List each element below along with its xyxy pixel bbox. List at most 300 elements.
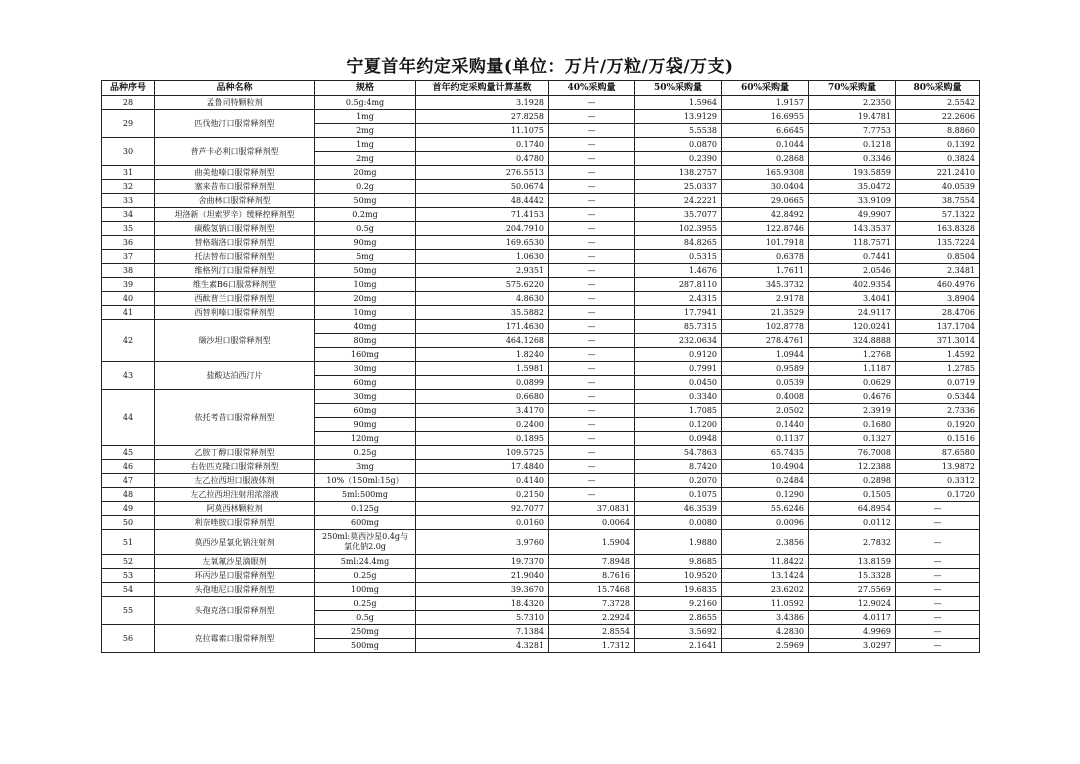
qty-80-cell: 137.1704 [896, 320, 980, 334]
qty-50-cell: 8.7420 [635, 460, 722, 474]
qty-40-cell: — [549, 488, 635, 502]
column-header: 首年约定采购量计算基数 [416, 81, 549, 96]
item-number-cell: 33 [102, 194, 155, 208]
spec-cell: 10mg [315, 278, 416, 292]
item-name-cell: 坦洛新（坦索罗辛）缓释控释剂型 [155, 208, 315, 222]
spec-cell: 60mg [315, 404, 416, 418]
item-number-cell: 48 [102, 488, 155, 502]
item-name-cell: 左乙拉西坦注射用浓溶液 [155, 488, 315, 502]
qty-40-cell: — [549, 418, 635, 432]
qty-40-cell: — [549, 236, 635, 250]
spec-cell: 20mg [315, 166, 416, 180]
qty-60-cell: 1.7611 [722, 264, 809, 278]
qty-80-cell: — [896, 555, 980, 569]
qty-50-cell: 0.2070 [635, 474, 722, 488]
item-number-cell: 29 [102, 110, 155, 138]
table-row [102, 278, 980, 292]
table-row [102, 180, 980, 194]
qty-50-cell: 46.3539 [635, 502, 722, 516]
item-name-cell: 环丙沙星口服常释剂型 [155, 569, 315, 583]
qty-60-cell: 0.1290 [722, 488, 809, 502]
qty-60-cell: 1.9157 [722, 96, 809, 110]
qty-40-cell: — [549, 264, 635, 278]
qty-50-cell: 0.9120 [635, 348, 722, 362]
qty-40-cell: — [549, 222, 635, 236]
qty-40-cell: 0.0064 [549, 516, 635, 530]
qty-80-cell: 3.8904 [896, 292, 980, 306]
table-row [102, 516, 980, 530]
item-number-cell: 52 [102, 555, 155, 569]
qty-80-cell: 0.5344 [896, 390, 980, 404]
qty-70-cell: 0.3346 [809, 152, 896, 166]
qty-40-cell: 8.7616 [549, 569, 635, 583]
qty-80-cell: — [896, 569, 980, 583]
spec-cell: 40mg [315, 320, 416, 334]
qty-70-cell: 120.0241 [809, 320, 896, 334]
qty-50-cell: 13.9129 [635, 110, 722, 124]
table-row [102, 166, 980, 180]
column-header: 40%采购量 [549, 81, 635, 96]
qty-40-cell: — [549, 460, 635, 474]
qty-50-cell: 35.7077 [635, 208, 722, 222]
qty-50-cell: 138.2757 [635, 166, 722, 180]
qty-70-cell: 0.1218 [809, 138, 896, 152]
base-quantity-cell: 0.2400 [416, 418, 549, 432]
item-name-cell: 头孢克洛口服常释剂型 [155, 597, 315, 625]
qty-50-cell: 0.1075 [635, 488, 722, 502]
qty-40-cell: 37.0831 [549, 502, 635, 516]
base-quantity-cell: 0.4140 [416, 474, 549, 488]
spec-cell: 250ml:莫西沙星0.4g与氯化钠2.0g [315, 530, 416, 555]
base-quantity-cell: 4.8630 [416, 292, 549, 306]
qty-60-cell: 278.4761 [722, 334, 809, 348]
qty-80-cell: 0.1392 [896, 138, 980, 152]
spec-cell: 500mg [315, 639, 416, 653]
spec-cell: 5ml:24.4mg [315, 555, 416, 569]
table-row [102, 110, 980, 124]
qty-50-cell: 0.0870 [635, 138, 722, 152]
qty-50-cell: 287.8110 [635, 278, 722, 292]
qty-40-cell: — [549, 166, 635, 180]
item-name-cell: 维格列汀口服常释剂型 [155, 264, 315, 278]
qty-70-cell: 33.9109 [809, 194, 896, 208]
qty-40-cell: — [549, 180, 635, 194]
qty-50-cell: 2.1641 [635, 639, 722, 653]
qty-80-cell: 221.2410 [896, 166, 980, 180]
item-name-cell: 舍曲林口服常释剂型 [155, 194, 315, 208]
qty-50-cell: 2.8655 [635, 611, 722, 625]
base-quantity-cell: 171.4630 [416, 320, 549, 334]
spec-cell: 0.25g [315, 446, 416, 460]
qty-50-cell: 24.2221 [635, 194, 722, 208]
table-row [102, 292, 980, 306]
table-row [102, 530, 980, 555]
qty-60-cell: 2.9178 [722, 292, 809, 306]
column-header: 品种名称 [155, 81, 315, 96]
qty-60-cell: 0.0539 [722, 376, 809, 390]
item-name-cell: 孟鲁司特颗粒剂 [155, 96, 315, 110]
qty-40-cell: — [549, 474, 635, 488]
qty-80-cell: 38.7554 [896, 194, 980, 208]
base-quantity-cell: 1.5981 [416, 362, 549, 376]
qty-70-cell: 0.0112 [809, 516, 896, 530]
table-row [102, 138, 980, 152]
procurement-table [101, 80, 980, 653]
qty-60-cell: 13.1424 [722, 569, 809, 583]
base-quantity-cell: 3.9760 [416, 530, 549, 555]
item-name-cell: 维生素B6口服常释剂型 [155, 278, 315, 292]
spec-cell: 0.2mg [315, 208, 416, 222]
qty-50-cell: 0.0948 [635, 432, 722, 446]
qty-70-cell: 3.4041 [809, 292, 896, 306]
qty-70-cell: 143.3537 [809, 222, 896, 236]
base-quantity-cell: 11.1075 [416, 124, 549, 138]
item-number-cell: 31 [102, 166, 155, 180]
qty-50-cell: 0.7991 [635, 362, 722, 376]
item-name-cell: 西酞普兰口服常释剂型 [155, 292, 315, 306]
base-quantity-cell: 92.7077 [416, 502, 549, 516]
qty-70-cell: 402.9354 [809, 278, 896, 292]
qty-60-cell: 6.6645 [722, 124, 809, 138]
item-name-cell: 右佐匹克隆口服常释剂型 [155, 460, 315, 474]
qty-50-cell: 10.9520 [635, 569, 722, 583]
qty-80-cell: 163.8328 [896, 222, 980, 236]
qty-50-cell: 2.4315 [635, 292, 722, 306]
qty-60-cell: 0.9589 [722, 362, 809, 376]
item-name-cell: 阿莫西林颗粒剂 [155, 502, 315, 516]
qty-40-cell: — [549, 96, 635, 110]
qty-40-cell: — [549, 110, 635, 124]
item-number-cell: 42 [102, 320, 155, 362]
spec-cell: 20mg [315, 292, 416, 306]
base-quantity-cell: 27.8258 [416, 110, 549, 124]
qty-40-cell: — [549, 320, 635, 334]
qty-70-cell: 0.0629 [809, 376, 896, 390]
qty-50-cell: 0.0450 [635, 376, 722, 390]
qty-70-cell: 24.9117 [809, 306, 896, 320]
qty-50-cell: 0.0080 [635, 516, 722, 530]
qty-70-cell: 4.9969 [809, 625, 896, 639]
qty-40-cell: — [549, 404, 635, 418]
item-name-cell: 盐酸达泊西汀片 [155, 362, 315, 390]
item-name-cell: 曲美他嗪口服常释剂型 [155, 166, 315, 180]
item-name-cell: 莫西沙星氯化钠注射剂 [155, 530, 315, 555]
base-quantity-cell: 3.4170 [416, 404, 549, 418]
qty-60-cell: 0.4008 [722, 390, 809, 404]
qty-80-cell: 0.3824 [896, 152, 980, 166]
qty-60-cell: 345.3732 [722, 278, 809, 292]
spec-cell: 2mg [315, 152, 416, 166]
qty-50-cell: 17.7941 [635, 306, 722, 320]
item-number-cell: 37 [102, 250, 155, 264]
qty-60-cell: 2.3856 [722, 530, 809, 555]
item-number-cell: 46 [102, 460, 155, 474]
qty-50-cell: 54.7863 [635, 446, 722, 460]
qty-80-cell: — [896, 639, 980, 653]
spec-cell: 60mg [315, 376, 416, 390]
qty-80-cell: — [896, 530, 980, 555]
qty-40-cell: — [549, 432, 635, 446]
qty-80-cell: 2.3481 [896, 264, 980, 278]
spec-cell: 30mg [315, 362, 416, 376]
table-row [102, 583, 980, 597]
qty-40-cell: 15.7468 [549, 583, 635, 597]
qty-40-cell: — [549, 124, 635, 138]
qty-70-cell: 324.8888 [809, 334, 896, 348]
qty-60-cell: 122.8746 [722, 222, 809, 236]
item-number-cell: 50 [102, 516, 155, 530]
qty-60-cell: 102.8778 [722, 320, 809, 334]
qty-60-cell: 11.8422 [722, 555, 809, 569]
base-quantity-cell: 0.2150 [416, 488, 549, 502]
spec-cell: 90mg [315, 236, 416, 250]
qty-50-cell: 3.5692 [635, 625, 722, 639]
base-quantity-cell: 35.5882 [416, 306, 549, 320]
item-name-cell: 碳酸氢钠口服常释剂型 [155, 222, 315, 236]
table-row [102, 264, 980, 278]
page-title: 宁夏首年约定采购量(单位：万片/万粒/万袋/万支) [346, 57, 734, 77]
qty-80-cell: 0.0719 [896, 376, 980, 390]
qty-70-cell: 1.2768 [809, 348, 896, 362]
item-number-cell: 55 [102, 597, 155, 625]
spec-cell: 3mg [315, 460, 416, 474]
spec-cell: 0.25g [315, 569, 416, 583]
qty-60-cell: 30.0404 [722, 180, 809, 194]
qty-40-cell: — [549, 194, 635, 208]
qty-60-cell: 0.1440 [722, 418, 809, 432]
qty-80-cell: — [896, 597, 980, 611]
qty-70-cell: 15.3328 [809, 569, 896, 583]
qty-70-cell: 2.3919 [809, 404, 896, 418]
qty-70-cell: 0.4676 [809, 390, 896, 404]
item-name-cell: 替格瑞洛口服常释剂型 [155, 236, 315, 250]
spec-cell: 50mg [315, 194, 416, 208]
base-quantity-cell: 2.9351 [416, 264, 549, 278]
spec-cell: 160mg [315, 348, 416, 362]
qty-80-cell: 2.7336 [896, 404, 980, 418]
qty-80-cell: 135.7224 [896, 236, 980, 250]
qty-80-cell: 0.1720 [896, 488, 980, 502]
qty-80-cell: 57.1322 [896, 208, 980, 222]
qty-50-cell: 1.7085 [635, 404, 722, 418]
qty-80-cell: 8.8860 [896, 124, 980, 138]
qty-40-cell: 1.5904 [549, 530, 635, 555]
table-row [102, 502, 980, 516]
qty-70-cell: 4.0117 [809, 611, 896, 625]
qty-70-cell: 19.4781 [809, 110, 896, 124]
qty-50-cell: 9.8685 [635, 555, 722, 569]
column-header: 60%采购量 [722, 81, 809, 96]
spec-cell: 0.125g [315, 502, 416, 516]
qty-50-cell: 102.3955 [635, 222, 722, 236]
qty-40-cell: — [549, 138, 635, 152]
spec-cell: 30mg [315, 390, 416, 404]
qty-60-cell: 0.1137 [722, 432, 809, 446]
qty-80-cell: 371.3014 [896, 334, 980, 348]
qty-40-cell: — [549, 348, 635, 362]
item-number-cell: 36 [102, 236, 155, 250]
item-name-cell: 匹伐他汀口服常释剂型 [155, 110, 315, 138]
base-quantity-cell: 39.3670 [416, 583, 549, 597]
qty-40-cell: 7.3728 [549, 597, 635, 611]
qty-70-cell: 3.0297 [809, 639, 896, 653]
table-row [102, 569, 980, 583]
qty-60-cell: 23.6202 [722, 583, 809, 597]
item-number-cell: 40 [102, 292, 155, 306]
spec-cell: 0.5g:4mg [315, 96, 416, 110]
qty-60-cell: 2.0502 [722, 404, 809, 418]
spec-cell: 600mg [315, 516, 416, 530]
qty-80-cell: 0.1920 [896, 418, 980, 432]
qty-60-cell: 0.6378 [722, 250, 809, 264]
qty-70-cell: 193.5859 [809, 166, 896, 180]
qty-60-cell: 16.6955 [722, 110, 809, 124]
qty-60-cell: 3.4386 [722, 611, 809, 625]
spec-cell: 90mg [315, 418, 416, 432]
qty-80-cell: 13.9872 [896, 460, 980, 474]
qty-70-cell: 0.1327 [809, 432, 896, 446]
item-number-cell: 53 [102, 569, 155, 583]
qty-80-cell: 28.4706 [896, 306, 980, 320]
qty-50-cell: 1.5964 [635, 96, 722, 110]
item-name-cell: 缬沙坦口服常释剂型 [155, 320, 315, 362]
item-name-cell: 利奈唑胺口服常释剂型 [155, 516, 315, 530]
spec-cell: 1mg [315, 110, 416, 124]
item-number-cell: 30 [102, 138, 155, 166]
item-number-cell: 54 [102, 583, 155, 597]
qty-40-cell: 2.2924 [549, 611, 635, 625]
qty-60-cell: 42.8492 [722, 208, 809, 222]
table-row [102, 194, 980, 208]
qty-40-cell: 7.8948 [549, 555, 635, 569]
qty-50-cell: 84.8265 [635, 236, 722, 250]
item-name-cell: 依托考昔口服常释剂型 [155, 390, 315, 446]
item-number-cell: 28 [102, 96, 155, 110]
item-name-cell: 头孢地尼口服常释剂型 [155, 583, 315, 597]
spec-cell: 250mg [315, 625, 416, 639]
base-quantity-cell: 0.0160 [416, 516, 549, 530]
qty-80-cell: 40.0539 [896, 180, 980, 194]
table-row [102, 96, 980, 110]
column-header: 70%采购量 [809, 81, 896, 96]
base-quantity-cell: 7.1384 [416, 625, 549, 639]
qty-40-cell: — [549, 362, 635, 376]
base-quantity-cell: 21.9040 [416, 569, 549, 583]
spec-cell: 0.25g [315, 597, 416, 611]
qty-40-cell: 2.8554 [549, 625, 635, 639]
base-quantity-cell: 464.1268 [416, 334, 549, 348]
base-quantity-cell: 1.0630 [416, 250, 549, 264]
item-number-cell: 38 [102, 264, 155, 278]
table-row [102, 555, 980, 569]
table-row [102, 236, 980, 250]
qty-80-cell: 0.8504 [896, 250, 980, 264]
spec-cell: 10%（150ml:15g） [315, 474, 416, 488]
qty-50-cell: 1.9880 [635, 530, 722, 555]
item-number-cell: 56 [102, 625, 155, 653]
qty-70-cell: 76.7008 [809, 446, 896, 460]
qty-50-cell: 232.0634 [635, 334, 722, 348]
table-row [102, 488, 980, 502]
spec-cell: 0.5g [315, 611, 416, 625]
qty-40-cell: — [549, 334, 635, 348]
column-header: 规格 [315, 81, 416, 96]
qty-80-cell: — [896, 625, 980, 639]
item-name-cell: 塞来昔布口服常释剂型 [155, 180, 315, 194]
spec-cell: 10mg [315, 306, 416, 320]
qty-40-cell: — [549, 292, 635, 306]
item-number-cell: 32 [102, 180, 155, 194]
qty-60-cell: 0.2868 [722, 152, 809, 166]
base-quantity-cell: 204.7910 [416, 222, 549, 236]
qty-80-cell: 22.2606 [896, 110, 980, 124]
base-quantity-cell: 4.3281 [416, 639, 549, 653]
base-quantity-cell: 0.6680 [416, 390, 549, 404]
item-number-cell: 44 [102, 390, 155, 446]
table-row [102, 597, 980, 611]
item-name-cell: 托法替布口服常释剂型 [155, 250, 315, 264]
base-quantity-cell: 5.7310 [416, 611, 549, 625]
spec-cell: 1mg [315, 138, 416, 152]
base-quantity-cell: 169.6530 [416, 236, 549, 250]
qty-60-cell: 10.4904 [722, 460, 809, 474]
qty-70-cell: 12.2388 [809, 460, 896, 474]
qty-40-cell: — [549, 278, 635, 292]
qty-60-cell: 0.0096 [722, 516, 809, 530]
qty-60-cell: 65.7435 [722, 446, 809, 460]
qty-40-cell: — [549, 250, 635, 264]
qty-60-cell: 4.2830 [722, 625, 809, 639]
spec-cell: 100mg [315, 583, 416, 597]
qty-60-cell: 2.5969 [722, 639, 809, 653]
qty-50-cell: 19.6835 [635, 583, 722, 597]
qty-40-cell: — [549, 446, 635, 460]
qty-70-cell: 64.8954 [809, 502, 896, 516]
qty-40-cell: — [549, 152, 635, 166]
qty-50-cell: 85.7315 [635, 320, 722, 334]
qty-80-cell: — [896, 583, 980, 597]
qty-50-cell: 0.3340 [635, 390, 722, 404]
qty-70-cell: 0.1505 [809, 488, 896, 502]
item-number-cell: 43 [102, 362, 155, 390]
item-number-cell: 51 [102, 530, 155, 555]
qty-70-cell: 2.2350 [809, 96, 896, 110]
qty-70-cell: 0.2898 [809, 474, 896, 488]
base-quantity-cell: 3.1928 [416, 96, 549, 110]
base-quantity-cell: 71.4153 [416, 208, 549, 222]
qty-60-cell: 0.2484 [722, 474, 809, 488]
qty-80-cell: — [896, 516, 980, 530]
qty-40-cell: — [549, 376, 635, 390]
spec-cell: 50mg [315, 264, 416, 278]
base-quantity-cell: 0.4780 [416, 152, 549, 166]
base-quantity-cell: 109.5725 [416, 446, 549, 460]
qty-70-cell: 1.1187 [809, 362, 896, 376]
base-quantity-cell: 0.0899 [416, 376, 549, 390]
item-name-cell: 左氧氟沙星滴眼剂 [155, 555, 315, 569]
qty-80-cell: — [896, 502, 980, 516]
spec-cell: 2mg [315, 124, 416, 138]
base-quantity-cell: 19.7370 [416, 555, 549, 569]
base-quantity-cell: 276.5513 [416, 166, 549, 180]
column-header: 80%采购量 [896, 81, 980, 96]
qty-80-cell: 87.6580 [896, 446, 980, 460]
qty-60-cell: 165.9308 [722, 166, 809, 180]
table-row [102, 222, 980, 236]
qty-40-cell: — [549, 390, 635, 404]
qty-70-cell: 2.7832 [809, 530, 896, 555]
qty-60-cell: 1.0944 [722, 348, 809, 362]
